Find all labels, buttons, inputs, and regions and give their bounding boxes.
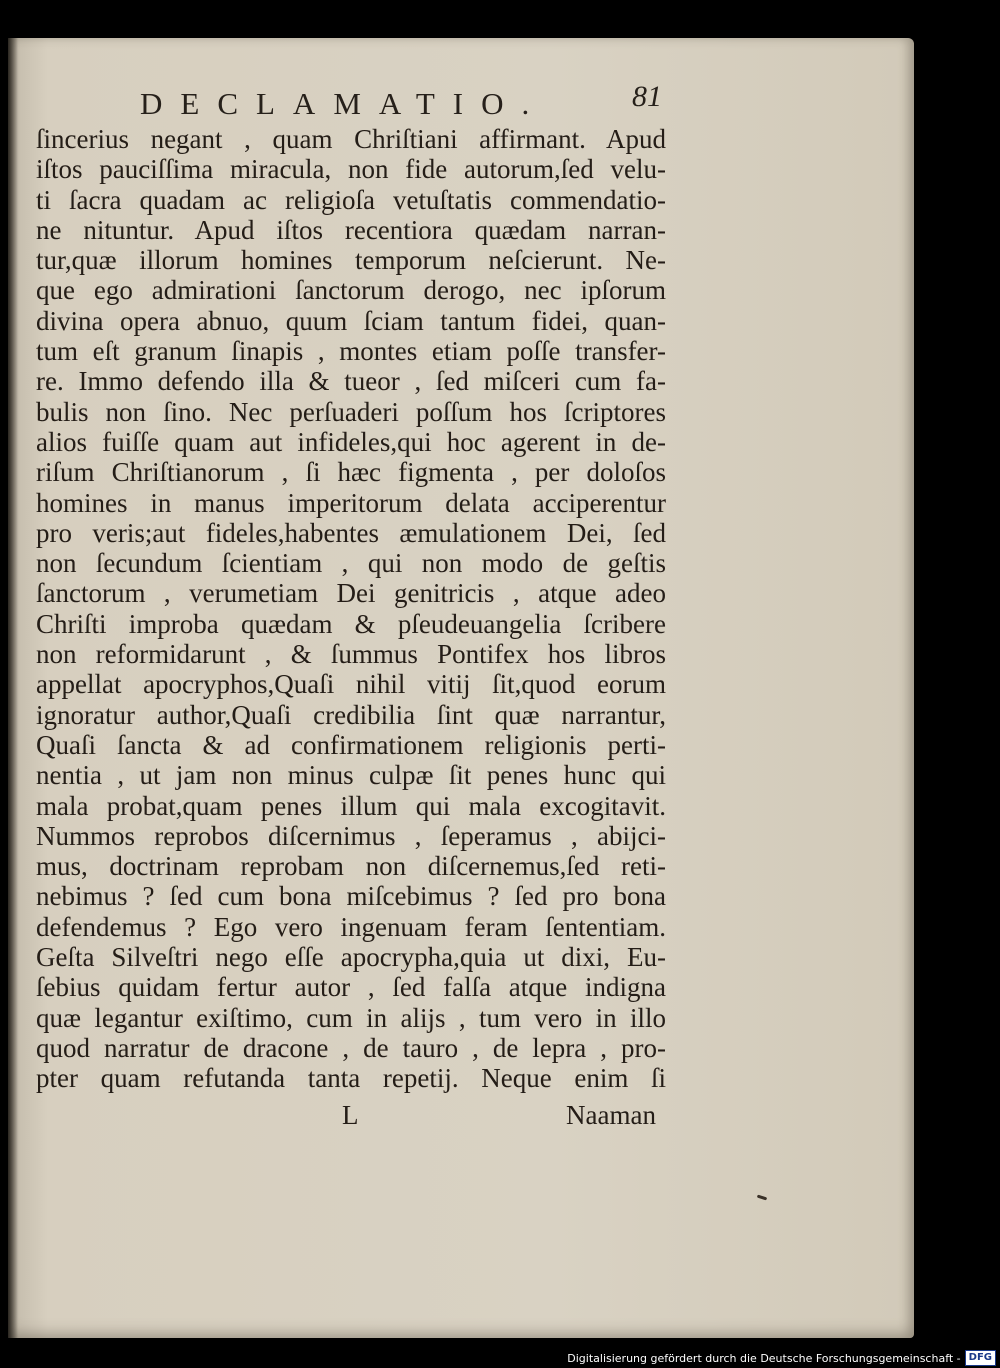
- text-line: bulis non ſino. Nec perſuaderi poſſum hos ſcriptores: [36, 396, 666, 427]
- text-line: pter quam refutanda tanta repetij. Neque enim ſi: [36, 1063, 666, 1094]
- text-line: ti ſacra quadam ac religioſa vetuſtatis commendatio-: [36, 184, 666, 215]
- text-line: Geſta Silveſtri nego eſſe apocrypha,quia ut dixi, Eu-: [36, 942, 666, 973]
- text-line: Quaſi ſancta & ad confirmationem religionis perti-: [36, 729, 666, 760]
- page-number: 81: [632, 80, 662, 113]
- running-title: DECLAMATIO.: [140, 86, 548, 121]
- text-line: pro veris;aut fideles,habentes æmulationem Dei, ſed: [36, 517, 666, 548]
- text-line: homines in manus imperitorum delata acciperentur: [36, 487, 666, 518]
- page-foot: [36, 1100, 666, 1132]
- catchword: Naaman: [566, 1100, 656, 1130]
- text-line: nebimus ? ſed cum bona miſcebimus ? ſed pro bona: [36, 881, 666, 912]
- text-line: quæ legantur exiſtimo, cum in alijs , tum vero in illo: [36, 1002, 666, 1033]
- text-line: mus, doctrinam reprobam non diſcernemus,ſed reti-: [36, 851, 666, 882]
- text-line: non ſecundum ſcientiam , qui non modo de geſtis: [36, 548, 666, 579]
- text-line: quod narratur de dracone , de tauro , de lepra , pro-: [36, 1032, 666, 1063]
- text-line: Chriſti improba quædam & pſeudeuangelia ſcribere: [36, 608, 666, 639]
- text-line: appellat apocryphos,Quaſi nihil vitij ſit,quod eorum: [36, 669, 666, 700]
- credit-text: Digitalisierung gefördert durch die Deutsche Forschungsgemeinschaft -: [567, 1351, 961, 1365]
- text-line: nentia , ut jam non minus culpæ ſit penes hunc qui: [36, 760, 666, 791]
- body-text: [36, 124, 666, 1094]
- text-line: defendemus ? Ego vero ingenuam feram ſententiam.: [36, 911, 666, 942]
- text-line: ſincerius negant , quam Chriſtiani affirmant. Apud: [36, 124, 666, 154]
- gutter-shadow: [8, 38, 18, 1338]
- text-line: ſebius quidam fertur autor , ſed falſa atque indigna: [36, 972, 666, 1003]
- text-line: ne nituntur. Apud iſtos recentiora quædam narran-: [36, 214, 666, 245]
- text-line: alios fuiſſe quam aut infideles,qui hoc agerent in de-: [36, 426, 666, 457]
- text-line: mala probat,quam penes illum qui mala excogitavit.: [36, 790, 666, 821]
- text-line: divina opera abnuo, quum ſciam tantum fidei, quan-: [36, 305, 666, 336]
- text-line: riſum Chriſtianorum , ſi hæc figmenta , per doloſos: [36, 457, 666, 488]
- text-line: tur,quæ illorum homines temporum neſcierunt. Ne-: [36, 245, 666, 276]
- text-line: ſanctorum , verumetiam Dei genitricis , atque adeo: [36, 578, 666, 609]
- text-line: ignoratur author,Quaſi credibilia ſint quæ narrantur,: [36, 699, 666, 730]
- digitization-credit: [567, 1350, 996, 1366]
- signature-mark: L: [342, 1100, 359, 1130]
- text-line: re. Immo defendo illa & tueor , ſed miſceri cum fa-: [36, 366, 666, 397]
- text-line: que ego admirationi ſanctorum derogo, nec ipſorum: [36, 275, 666, 306]
- text-line: non reformidarunt , & ſummus Pontifex hos libros: [36, 639, 666, 670]
- text-line: Nummos reprobos diſcernimus , ſeperamus , abijci-: [36, 820, 666, 851]
- dfg-logo: DFG: [965, 1350, 996, 1366]
- text-line: iſtos pauciſſima miracula, non fide autorum,ſed velu-: [36, 154, 666, 185]
- text-line: tum eſt granum ſinapis , montes etiam poſſe transfer-: [36, 336, 666, 367]
